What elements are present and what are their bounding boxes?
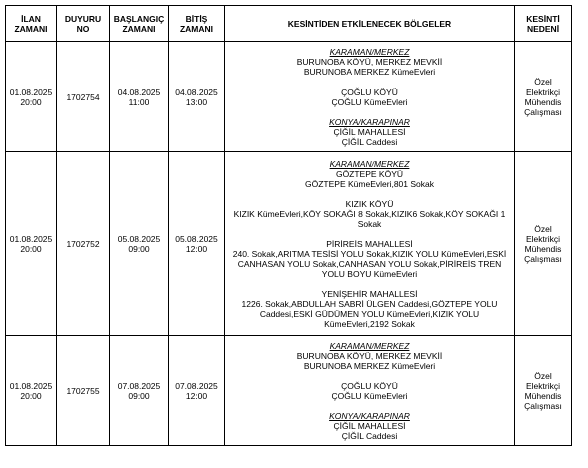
announce-time-cell: 01.08.2025 20:00 [6,152,57,336]
outage-reason-cell: Özel Elektrikçi Mühendis Çalışması [515,152,572,336]
region-line: KIZIK KümeEvleri,KÖY SOKAĞI 8 Sokak,KIZIK6 Sokak,KÖY SOKAĞI 1 [233,208,506,219]
region-line: KümeEvleri,2192 Sokak [324,318,415,329]
header-row [6,6,572,42]
region-line: ÇİĞİL MAHALLESİ [333,126,406,137]
table-row [6,152,572,336]
header-start-time: BAŞLANGIÇ ZAMANI [110,6,169,42]
affected-regions-cell [225,152,515,336]
region-line: YOLU BOYU KümeEvleri [321,268,418,279]
region-line: PİRİREİS MAHALLESİ [326,238,413,249]
province-label: KARAMAN/MERKEZ [329,158,410,169]
region-line: 1226. Sokak,ABDULLAH SABRİ ÜLGEN Caddesi,GÖZTEPE YOLU [241,298,498,309]
region-line: GÖZTEPE KÖYÜ [335,168,404,179]
header-affected-regions: KESİNTİDEN ETKİLENECEK BÖLGELER [225,6,515,42]
region-line: GÖZTEPE KümeEvleri,801 Sokak [305,178,434,189]
end-time-cell: 07.08.2025 12:00 [169,336,225,446]
affected-regions-cell [225,42,515,152]
region-line: ÇOĞLU KÖYÜ [341,380,398,391]
table-row [6,336,572,446]
table-row [6,42,572,152]
province-label: KONYA/KARAPINAR [329,410,410,421]
region-line: BURUNOBA KÖYÜ, MERKEZ MEVKİİ [296,56,443,67]
region-line: 240. Sokak,ARITMA TESİSİ YOLU Sokak,KIZIK YOLU KümeEvleri,ESKİ [232,248,507,259]
province-label: KONYA/KARAPINAR [329,116,410,127]
region-line: ÇOĞLU KümeEvleri [331,390,408,401]
region-line: Caddesi,ESKİ GÜDÜMEN YOLU KümeEvleri,KIZIK YOLU [259,308,480,319]
end-time-cell: 05.08.2025 12:00 [169,152,225,336]
header-outage-reason: KESİNTİ NEDENİ [515,6,572,42]
province-label: KARAMAN/MERKEZ [329,340,410,351]
announcement-no-cell: 1702752 [57,152,110,336]
outage-reason-cell: Özel Elektrikçi Mühendis Çalışması [515,42,572,152]
province-label: KARAMAN/MERKEZ [329,46,410,57]
outage-table [5,5,572,446]
region-line: ÇOĞLU KÖYÜ [341,86,398,97]
end-time-cell: 04.08.2025 13:00 [169,42,225,152]
start-time-cell: 07.08.2025 09:00 [110,336,169,446]
header-announcement-no: DUYURU NO [57,6,110,42]
region-line: Sokak [357,218,382,229]
announce-time-cell: 01.08.2025 20:00 [6,336,57,446]
region-line: ÇOĞLU KümeEvleri [331,96,408,107]
announce-time-cell: 01.08.2025 20:00 [6,42,57,152]
region-line: ÇİĞİL MAHALLESİ [333,420,406,431]
header-announce-time: İLAN ZAMANI [6,6,57,42]
region-line: YENİŞEHİR MAHALLESİ [321,288,418,299]
region-line: ÇİĞİL Caddesi [341,136,398,147]
region-line: ÇİĞİL Caddesi [341,430,398,441]
start-time-cell: 05.08.2025 09:00 [110,152,169,336]
start-time-cell: 04.08.2025 11:00 [110,42,169,152]
region-line: BURUNOBA MERKEZ KümeEvleri [303,360,436,371]
header-end-time: BİTİŞ ZAMANI [169,6,225,42]
region-line: BURUNOBA MERKEZ KümeEvleri [303,66,436,77]
region-line: BURUNOBA KÖYÜ, MERKEZ MEVKİİ [296,350,443,361]
affected-regions-cell [225,336,515,446]
announcement-no-cell: 1702754 [57,42,110,152]
outage-reason-cell: Özel Elektrikçi Mühendis Çalışması [515,336,572,446]
region-line: CANHASAN YOLU Sokak,CANHASAN YOLU Sokak,PİRİREİS TREN [237,258,502,269]
region-line: KIZIK KÖYÜ [345,198,394,209]
announcement-no-cell: 1702755 [57,336,110,446]
